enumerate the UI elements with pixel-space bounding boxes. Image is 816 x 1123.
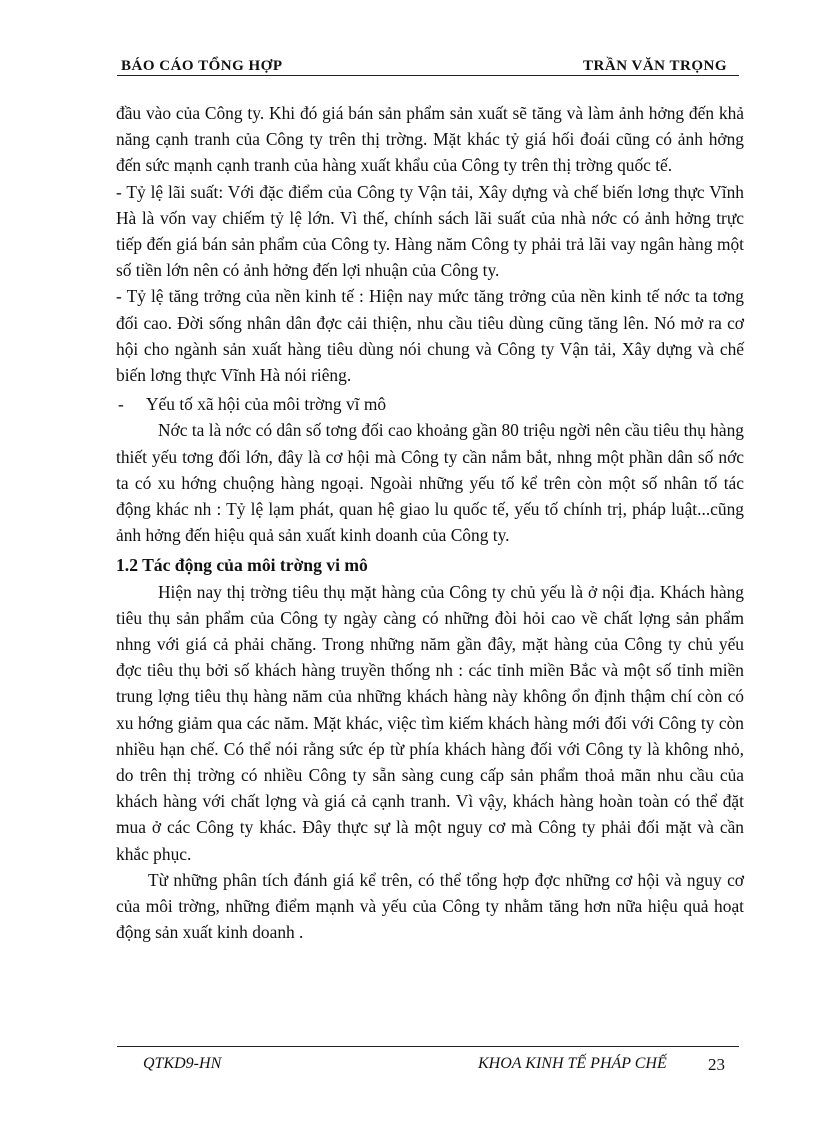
list-item-social-factors	[116, 391, 744, 417]
paragraph-micro-environment: Hiện nay thị trờng tiêu thụ mặt hàng của Công ty chủ yếu là ở nội địa. Khách hàng tiêu thụ sản phẩm của Công ty ngày càng có những đòi hỏi cao về chất lợng sản phẩm nhng với giá cả phải chăng. Trong những năm gần đây, mặt hàng của Công ty chủ yếu đợc tiêu thụ bởi số khách hàng truyền thống nh : các tỉnh miền Bắc và một số tỉnh miền trung lợng tiêu thụ hàng năm của những khách hàng này không ổn định thậm chí còn có xu hớng giảm qua các năm. Mặt khác, việc tìm kiếm khách hàng mới đối với Công ty còn nhiều hạn chế. Có thể nói rằng sức ép từ phía khách hàng đối với Công ty là không nhỏ, do trên thị trờng có nhiều Công ty sẵn sàng cung cấp sản phẩm thoả mãn nhu cầu của khách hàng với chất lợng và giá cả cạnh tranh. Vì vậy, khách hàng hoàn toàn có thể đặt mua ở các Công ty khác. Đây thực sự là một nguy cơ mà Công ty phải đối mặt và cần khắc phục.	[116, 581, 744, 864]
header-author: TRẦN VĂN TRỌNG	[583, 58, 727, 74]
footer-class-code: QTKD9-HN	[143, 1055, 222, 1072]
footer-divider	[117, 1046, 739, 1047]
paragraph-population: Nớc ta là nớc có dân số tơng đối cao khoảng gần 80 triệu ngời nên cầu tiêu thụ hàng thiết yếu tơng đối lớn, đây là cơ hội mà Công ty cần nắm bắt, nhng một phần dân số nớc ta có xu hớng chuộng hàng ngoại. Ngoài những yếu tố kể trên còn một số nhân tố tác động khác nh : Tỷ lệ lạm phát, quan hệ giao lu quốc tế, yếu tố chính trị, pháp luật...cũng ảnh hởng đến hiệu quả sản xuất kinh doanh của Công ty.	[116, 420, 744, 546]
list-item-text: Yếu tố xã hội của môi trờng vĩ mô	[146, 394, 387, 415]
page-number: 23	[708, 1055, 725, 1074]
list-dash-marker: -	[118, 394, 124, 415]
page-header	[117, 52, 739, 74]
footer-faculty: KHOA KINH TẾ PHÁP CHẾ	[478, 1055, 667, 1072]
header-left-title: BÁO CÁO TỔNG HỢP	[121, 58, 283, 74]
body-text	[116, 100, 744, 946]
paragraph-exchange-rate: đầu vào của Công ty. Khi đó giá bán sản phẩm sản xuất sẽ tăng và làm ảnh hởng đến khả năng cạnh tranh của Công ty trên thị trờng. Mặt khác tỷ giá hối đoái cũng có ảnh hởng đến sức mạnh cạnh tranh của hàng xuất khẩu của Công ty trên thị trờng quốc tế.	[116, 103, 744, 176]
paragraph-interest-rate: - Tỷ lệ lãi suất: Với đặc điểm của Công ty Vận tải, Xây dựng và chế biến lơng thực Vĩnh Hà là vốn vay chiếm tỷ lệ lớn. Vì thế, chính sách lãi suất của nhà nớc có ảnh hởng trực tiếp đến giá bán sản phẩm của Công ty. Hàng năm Công ty phải trả lãi vay ngân hàng một số tiền lớn nên có ảnh hởng đến lợi nhuận của Công ty.	[116, 181, 744, 281]
section-heading: 1.2 Tác động của môi trờng vi mô	[116, 555, 368, 576]
paragraph-growth-rate: - Tỷ lệ tăng trởng của nền kinh tế : Hiện nay mức tăng trởng của nền kinh tế nớc ta tơng đối cao. Đời sống nhân dân đợc cải thiện, nhu cầu tiêu dùng cũng tăng lên. Nó mở ra cơ hội cho ngành sản xuất hàng tiêu dùng nói chung và Công ty Vận tải, Xây dựng và chế biến lơng thực Vĩnh Hà nói riêng.	[116, 286, 744, 386]
header-divider	[117, 75, 739, 76]
paragraph-summary: Từ những phân tích đánh giá kể trên, có thể tổng hợp đợc những cơ hội và nguy cơ của môi trờng, những điểm mạnh và yếu của Công ty nhằm tăng hơn nữa hiệu quả hoạt động sản xuất kinh doanh .	[116, 869, 744, 943]
